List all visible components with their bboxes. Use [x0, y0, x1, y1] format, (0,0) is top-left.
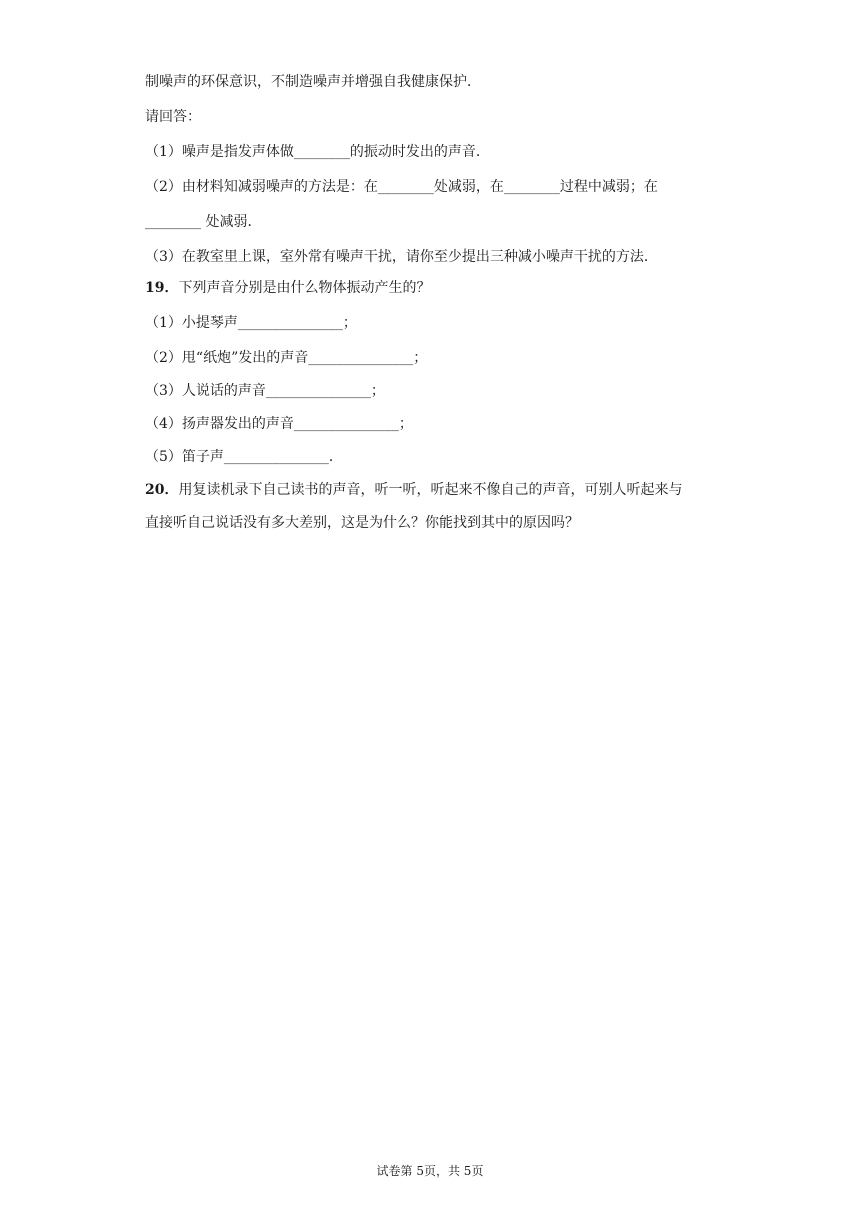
question-text: 下列声音分别是由什么物体振动产生的？ — [178, 280, 431, 296]
q19-item-1: （1）小提琴声_______________； — [145, 315, 357, 331]
question-19 — [145, 278, 430, 298]
q19-item-3: （3）人说话的声音_______________； — [145, 383, 385, 399]
page-footer: 试卷第 5页，共 5页 — [376, 1164, 484, 1178]
q19-item-4: （4）扬声器发出的声音_______________； — [145, 416, 413, 432]
q19-item-2: （2）甩“纸炮”发出的声音_______________； — [145, 350, 428, 366]
question-number: 19． — [145, 280, 179, 296]
question-20 — [145, 480, 682, 500]
prompt-label: 请回答： — [145, 109, 201, 125]
sub-question-2-line-1: （2）由材料知减弱噪声的方法是：在________处减弱，在________过程中减弱；在 — [145, 179, 658, 195]
passage-line-end: 制噪声的环保意识，不制造噪声并增强自我健康保护． — [145, 74, 481, 90]
question-20-line-2: 直接听自己说话没有多大差别，这是为什么？你能找到其中的原因吗？ — [145, 515, 579, 531]
sub-question-3: （3）在教室里上课，室外常有噪声干扰，请你至少提出三种减小噪声干扰的方法． — [145, 249, 658, 265]
sub-question-1: （1）噪声是指发声体做________的振动时发出的声音． — [145, 144, 490, 160]
question-number: 20． — [145, 482, 179, 498]
q19-item-5: （5）笛子声_______________． — [145, 449, 343, 465]
sub-question-2-line-2: ________ 处减弱． — [145, 214, 262, 230]
question-text-line-1: 用复读机录下自己读书的声音，听一听，听起来不像自己的声音，可别人听起来与 — [178, 482, 683, 498]
